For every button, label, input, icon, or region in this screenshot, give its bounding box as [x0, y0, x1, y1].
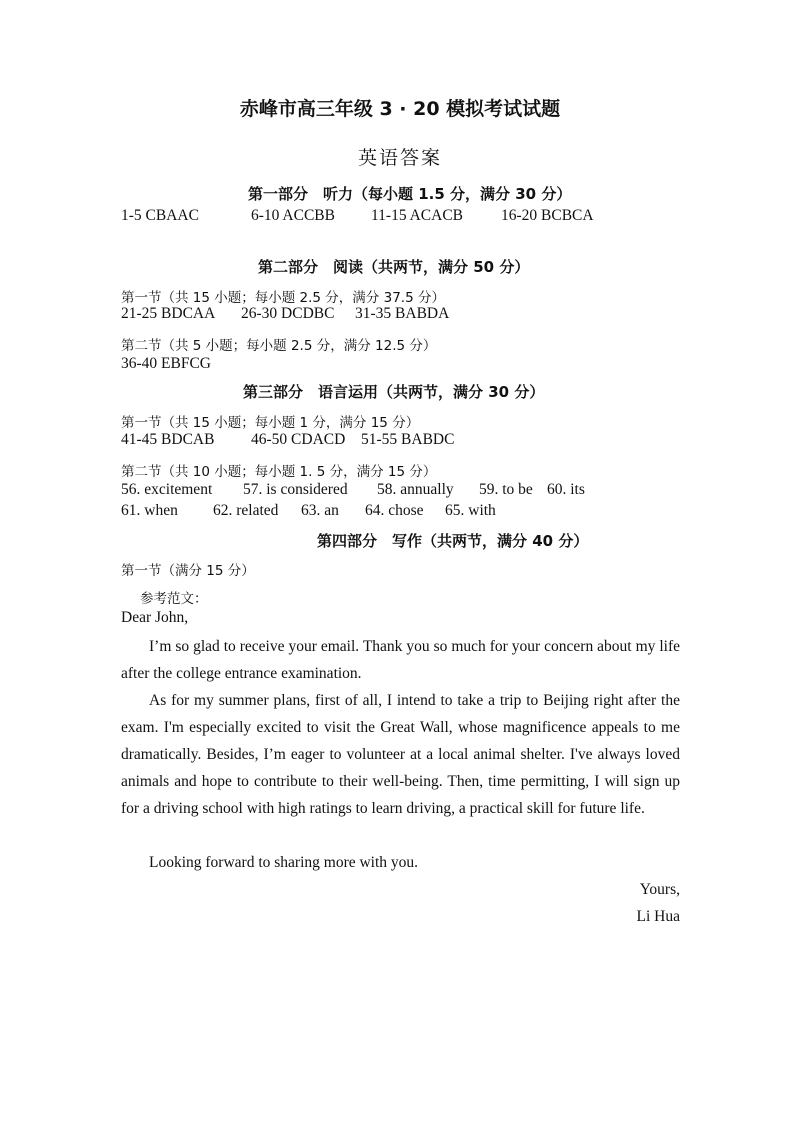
- part3-heading: 第三部分 语言运用（共两节，满分 30 分）: [243, 383, 545, 401]
- part2-heading: 第二部分 阅读（共两节，满分 50 分）: [258, 258, 530, 276]
- part3-section1-label: 第一节（共 15 小题；每小题 1 分，满分 15 分）: [121, 415, 420, 431]
- letter-paragraph: As for my summer plans, first of all, I intend to take a trip to Beijing right after the exam. I'm especially excited to visit the Great Wall, whose magnificence appeals to me dramatically. Besides, I’m eager to volunteer at a local animal shelter. I've always loved animals and hope to contribute to their well-being. Then, time permitting, I will sign up for a driving school with high ratings to learn driving, a practical skill for future life.: [121, 692, 680, 817]
- page-title: 赤峰市高三年级 3 · 20 模拟考试试题: [239, 98, 561, 120]
- answer-item: 59. to be: [479, 481, 533, 498]
- answer-group: 11-15 ACACB: [371, 207, 464, 224]
- answer-group: 36-40 EBFCG: [121, 355, 211, 372]
- letter-signature: Li Hua: [636, 908, 680, 925]
- answer-group: 51-55 BABDC: [361, 431, 455, 448]
- answer-item: 57. is considered: [243, 481, 348, 498]
- letter-paragraph: I’m so glad to receive your email. Thank you so much for your concern about my life after the college entrance examination.: [121, 638, 680, 682]
- part1-heading: 第一部分 听力（每小题 1.5 分，满分 30 分）: [248, 185, 572, 203]
- page-subtitle: 英语答案: [357, 147, 442, 169]
- answer-item: 61. when: [121, 502, 178, 519]
- part4-section1-label: 第一节（满分 15 分）: [121, 563, 255, 579]
- answer-group: 46-50 CDACD: [251, 431, 346, 448]
- part2-section1-answers: [121, 305, 449, 323]
- answer-item: 56. excitement: [121, 481, 213, 498]
- part4-heading: 第四部分 写作（共两节，满分 40 分）: [317, 532, 589, 550]
- part2-section1-label: 第一节（共 15 小题；每小题 2.5 分，满分 37.5 分）: [121, 290, 445, 306]
- part2-section2-answers: [121, 355, 211, 373]
- part2-section2-label: 第二节（共 5 小题；每小题 2.5 分，满分 12.5 分）: [121, 338, 437, 354]
- answer-group: 21-25 BDCAA: [121, 305, 216, 322]
- answer-group: 16-20 BCBCA: [501, 207, 594, 224]
- answer-item: 62. related: [213, 502, 279, 519]
- letter-greeting: Dear John,: [121, 609, 189, 626]
- answer-item: 60. its: [547, 481, 585, 498]
- part1-answers: [121, 207, 594, 225]
- answer-group: 31-35 BABDA: [355, 305, 450, 322]
- answer-item: 63. an: [301, 502, 339, 519]
- part3-section1-answers: [121, 431, 454, 449]
- answer-item: 65. with: [445, 502, 496, 519]
- letter-closing: Yours,: [639, 881, 680, 898]
- sample-essay-label: 参考范文：: [140, 591, 208, 607]
- part3-section2-label: 第二节（共 10 小题；每小题 1. 5 分，满分 15 分）: [121, 464, 437, 480]
- answer-group: 1-5 CBAAC: [121, 207, 199, 224]
- answer-group: 41-45 BDCAB: [121, 431, 215, 448]
- answer-item: 58. annually: [377, 481, 454, 498]
- letter-paragraph: Looking forward to sharing more with you.: [149, 854, 419, 871]
- part3-section2-row2: [121, 502, 496, 520]
- answer-item: 64. chose: [365, 502, 424, 519]
- part3-section2-row1: [121, 481, 585, 499]
- answer-group: 6-10 ACCBB: [251, 207, 335, 224]
- answer-group: 26-30 DCDBC: [241, 305, 335, 322]
